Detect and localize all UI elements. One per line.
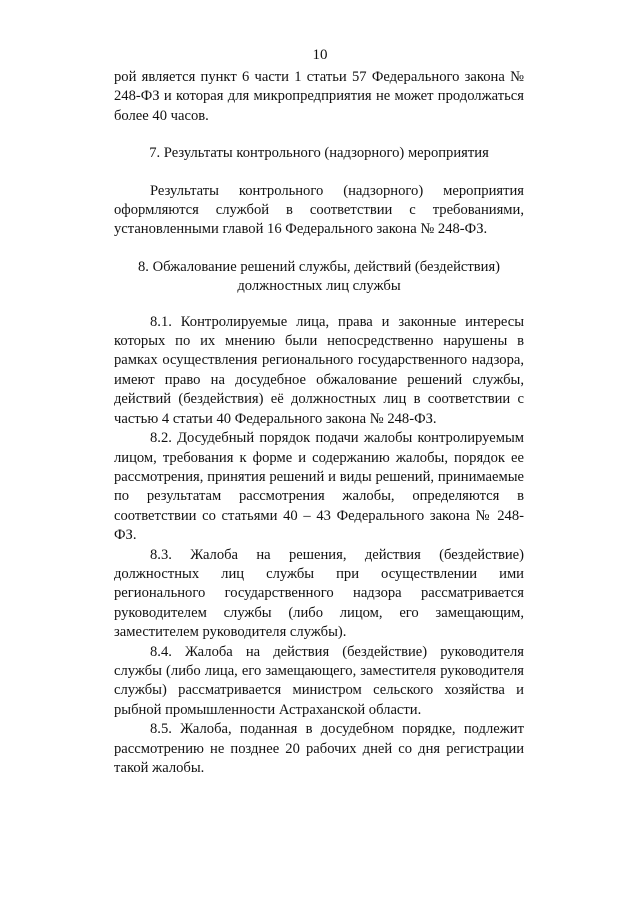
section-7-heading: 7. Результаты контрольного (надзорного) мероприятия [149,145,489,162]
paragraph-8-4: 8.4. Жалоба на действия (бездействие) руководителя службы (либо лица, его замещающего, заместителя руководителя службы) рассматривается министром сельского хозяйства и рыбной промышленности Астраханской области. [114,643,524,718]
paragraph-8-2: 8.2. Досудебный порядок подачи жалобы контролируемым лицом, требования к форме и содержанию жалобы, порядок ее рассмотрения, принятия решений и виды решений, принимаемые по результатам рассмотрения жалобы, определяются в соответствии со статьями 40 – 43 Федерального закона № 248-ФЗ. [114,430,524,544]
paragraph-8-5: 8.5. Жалоба, поданная в досудебном порядке, подлежит рассмотрению не позднее 20 рабочих дней со дня регистрации такой жалобы. [114,721,524,776]
paragraph-8-3: 8.3. Жалоба на решения, действия (бездействие) должностных лиц службы при осуществлении ими регионального государственного надзора рассматривается руководителем службы (либо лицом, его замещающим, заместителем руководителя службы). [114,546,524,641]
section-8-heading-line-1: 8. Обжалование решений службы, действий (бездействия) [137,258,501,275]
continuation-paragraph: рой является пункт 6 части 1 статьи 57 Федерального закона № 248-ФЗ и которая для микропредприятия не может продолжаться более 40 часов. [114,69,524,124]
document-body [114,68,524,778]
section-7-paragraph: Результаты контрольного (надзорного) мероприятия оформляются службой в соответствии с требованиями, установленными главой 16 Федерального закона № 248-ФЗ. [114,182,524,238]
paragraph-8-1: 8.1. Контролируемые лица, права и законные интересы которых по их мнению были непосредственно нарушены в рамках осуществления регионального государственного надзора, имеют право на досудебное обжалование решений службы, действий (бездействия) её должностных лиц в соответствии с частью 4 статьи 40 Федерального закона № 248-ФЗ. [114,313,524,427]
page-number: 10 [312,47,328,63]
section-8-heading-line-2: должностных лиц службы [237,278,401,295]
